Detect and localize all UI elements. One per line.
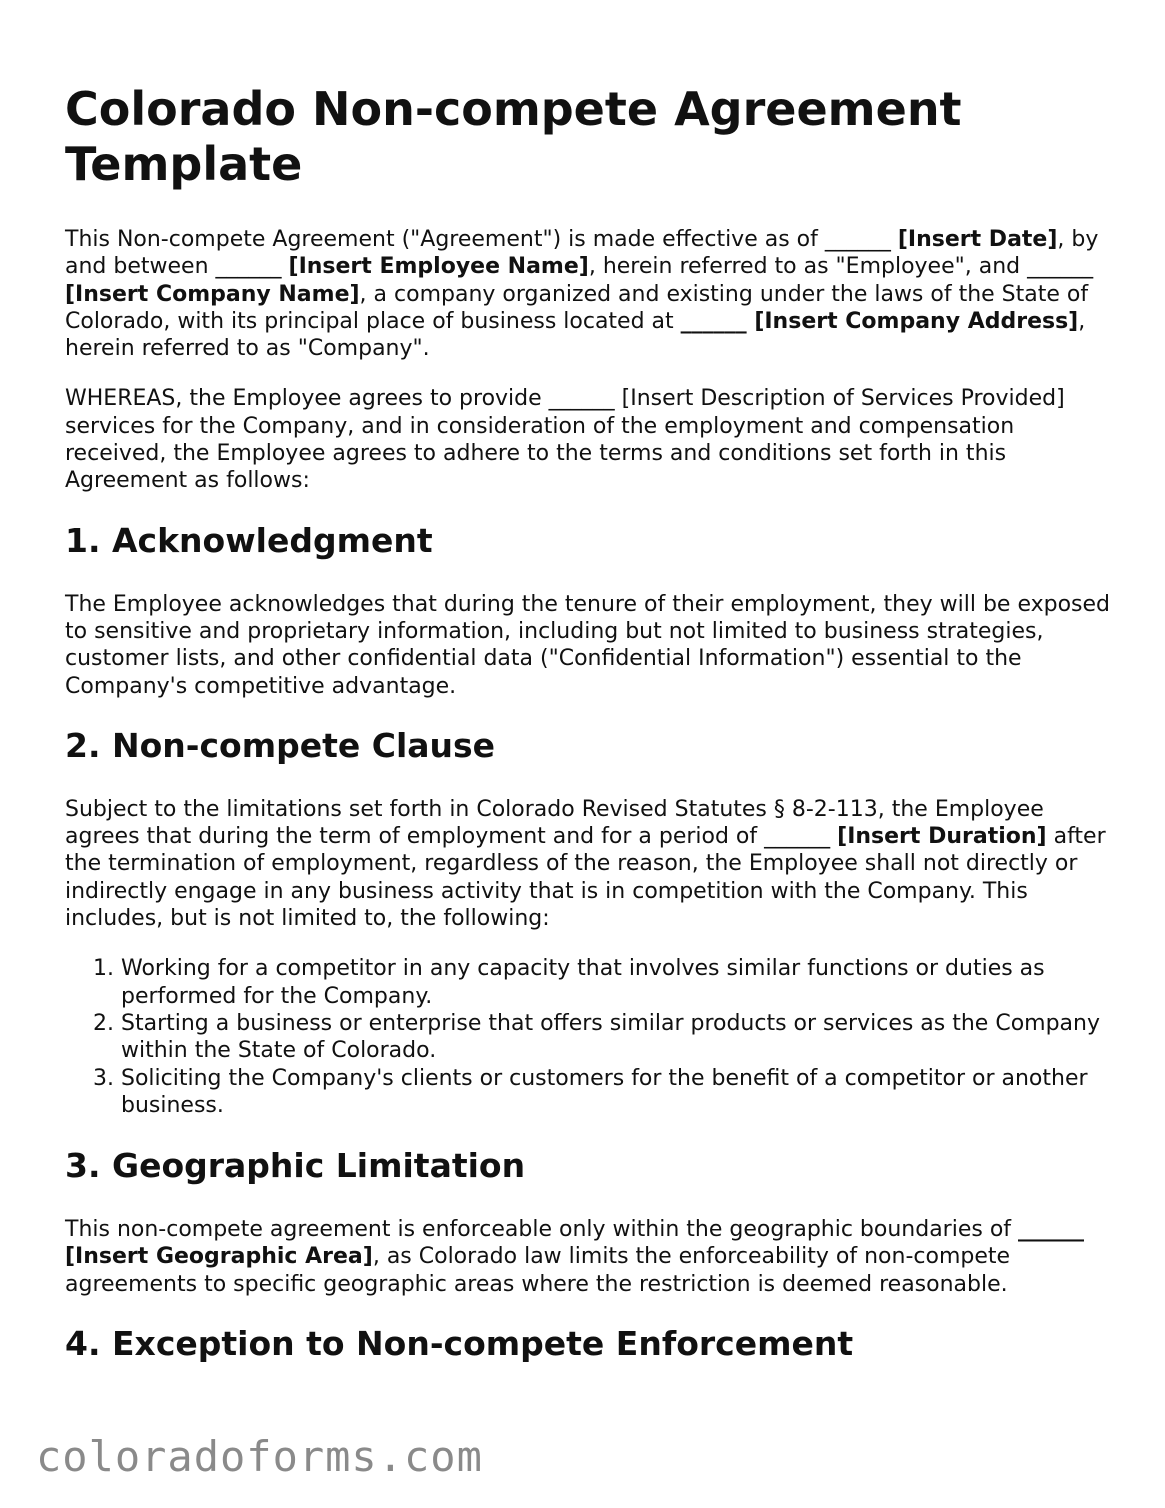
acknowledgment-body: The Employee acknowledges that during the tenure of their employment, they will be exposed to sensitive and proprietary information, including but not limited to business strategies, customer lists, and other confidential data ("Confidential Information") essential to the Company's competitive advantage. [65,591,1110,699]
geo-text-2: , as Colorado law limits the enforceability of non-compete agreements to specific geographic areas where the restriction is deemed reasonable. [65,1244,1011,1297]
intro-text-4: , a company organized and existing under the laws of the State of Colorado, with its principal place of business located at [65,281,1089,334]
intro-text-3: , herein referred to as "Employee", and ______ [588,254,1094,280]
section-heading-geographic-limitation: 3. Geographic Limitation [65,1146,526,1186]
list-item: 1. Working for a competitor in any capacity that involves similar functions or duties as performed for the Company. [121,955,1115,1010]
restriction-list [65,955,1115,1119]
insert-geographic-area-placeholder: ______ [Insert Geographic Area] [65,1217,1085,1270]
intro-text-5: , herein referred to as "Company". [65,308,1086,362]
geo-text-1: This non-compete agreement is enforceable only within the geographic boundaries of [65,1217,1019,1243]
intro-text-1: This Non-compete Agreement ("Agreement") is made effective as of ______ [65,227,898,252]
list-item: 2. Starting a business or enterprise that offers similar products or services as the Company within the State of Colorado. [121,1010,1115,1065]
site-watermark: coloradoforms.com [36,1432,483,1481]
list-item: 3. Soliciting the Company's clients or customers for the benefit of a competitor or another business. [121,1065,1115,1120]
insert-date-placeholder: [Insert Date] [897,227,1058,252]
insert-duration-placeholder: [Insert Duration] [837,824,1047,850]
whereas-paragraph: WHEREAS, the Employee agrees to provide ______ [Insert Description of Services Provided] services for the Company, and in consideration of the employment and compensation received, the Employee agrees to adhere to the terms and conditions set forth in this Agreement as follows: [65,386,1065,494]
intro-paragraph [65,226,1115,362]
non-compete-clause-body [65,796,1115,932]
document-title: Colorado Non-compete Agreement Template [65,82,962,191]
clause-text-2: after the termination of employment, regardless of the reason, the Employee shall not directly or indirectly engage in any business activity that is in competition with the Company. This includes, but is not limited to, the following: [65,824,1106,932]
insert-employee-name-placeholder: [Insert Employee Name] [288,254,589,280]
document-page [65,82,1115,1394]
geographic-limitation-body [65,1216,1115,1298]
insert-company-name-placeholder: [Insert Company Name] [65,281,360,307]
insert-company-address-placeholder: ______ [Insert Company Address] [680,308,1079,334]
clause-text-1: Subject to the limitations set forth in Colorado Revised Statutes § 8-2-113, the Employee agrees that during the term of employment and for a period of ______ [65,796,1044,850]
section-heading-acknowledgment: 1. Acknowledgment [65,520,433,560]
section-heading-non-compete-clause: 2. Non-compete Clause [65,725,496,765]
section-heading-exception: 4. Exception to Non-compete Enforcement [65,1324,854,1364]
intro-text-2: , by and between ______ [65,227,1099,280]
